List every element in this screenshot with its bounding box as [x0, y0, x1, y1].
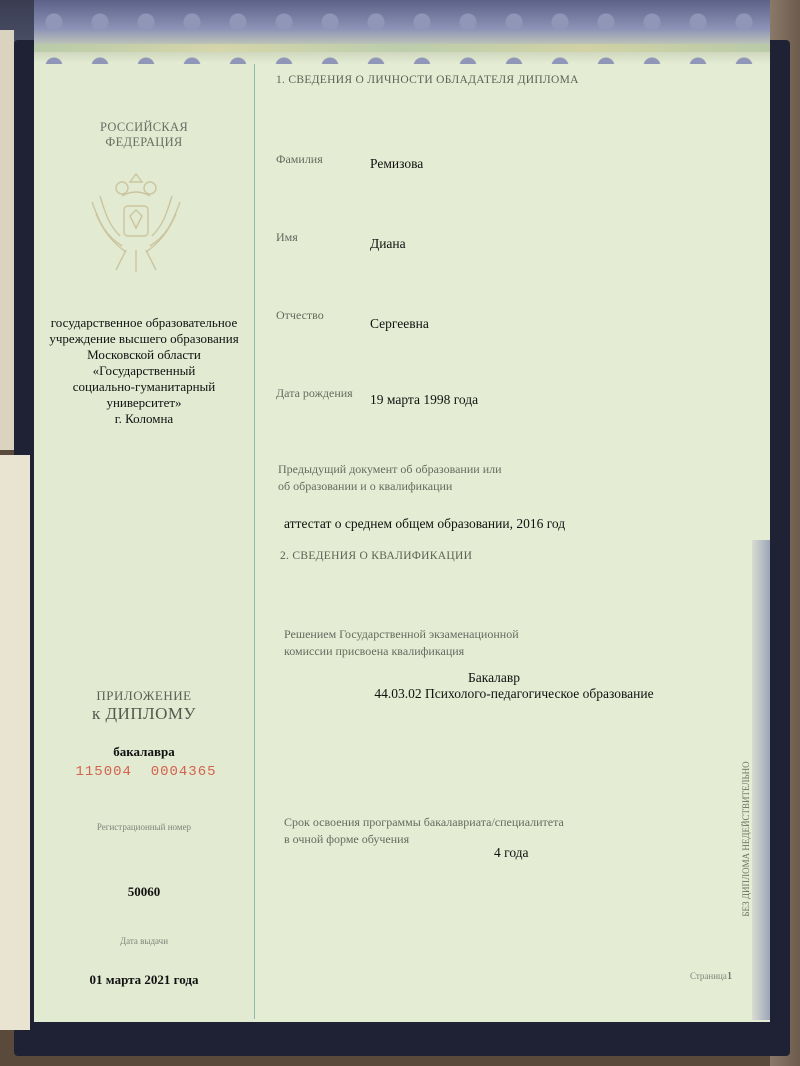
name-label: Имя — [276, 230, 298, 244]
previous-document-value: аттестат о среднем общем образовании, 2016 год — [284, 516, 566, 531]
underlying-sheet — [0, 30, 14, 450]
qualification-decision-label — [284, 626, 519, 660]
institution-line: «Государственный — [92, 363, 196, 378]
section1-title: 1. СВЕДЕНИЯ О ЛИЧНОСТИ ОБЛАДАТЕЛЯ ДИПЛОМА — [276, 74, 579, 86]
country-name — [54, 120, 234, 150]
institution-line: Московской области — [87, 347, 201, 362]
patronymic-value: Сергеевна — [370, 316, 429, 331]
institution-line: г. Коломна — [114, 411, 174, 426]
program-value: 44.03.02 Психолого-педагогическое образование — [374, 686, 654, 701]
institution-line: учреждение высшего образования — [49, 331, 239, 346]
underlying-sheet — [0, 455, 30, 1030]
page-number: 1 — [726, 970, 733, 982]
study-term-label — [284, 814, 564, 848]
serial-number: 115004 0004365 — [75, 764, 217, 780]
institution-line: университет» — [106, 395, 182, 410]
surname-label: Фамилия — [276, 152, 323, 166]
coat-of-arms-icon — [86, 166, 186, 278]
patronymic-label: Отчество — [276, 308, 324, 322]
institution-line: государственное образовательное — [50, 315, 238, 330]
previous-document-label — [278, 461, 502, 495]
dob-value: 19 марта 1998 года — [370, 392, 479, 407]
issue-date: 01 марта 2021 года — [89, 972, 199, 987]
diploma-appendix-page — [34, 0, 770, 1022]
dob-label: Дата рождения — [276, 386, 353, 400]
qualification-decision-line: комиссии присвоена квалификация — [284, 644, 465, 658]
previous-document-label-line: Предыдущий документ об образовании или — [278, 462, 502, 476]
qualification-decision-line: Решением Государственной экзаменационной — [284, 627, 519, 641]
institution-line: социально-гуманитарный — [72, 379, 216, 394]
guilloche-border — [34, 0, 770, 64]
degree-level: бакалавра — [113, 744, 175, 759]
institution-name — [34, 315, 254, 427]
column-divider — [254, 64, 255, 1019]
registration-label: Регистрационный номер — [96, 822, 192, 832]
page-edge-shadow — [752, 540, 770, 1020]
surname-value: Ремизова — [370, 156, 424, 171]
study-term-line: в очной форме обучения — [284, 832, 410, 846]
appendix-title: ПРИЛОЖЕНИЕ — [96, 688, 192, 703]
qualification-value: Бакалавр — [467, 670, 521, 685]
name-value: Диана — [370, 236, 406, 251]
appendix-subtitle: к ДИПЛОМУ — [91, 704, 197, 723]
issue-date-label: Дата выдачи — [119, 936, 169, 946]
study-term-value: 4 года — [494, 845, 529, 860]
page-label-text: Страница — [690, 971, 727, 981]
previous-document-label-line: об образовании и о квалификации — [278, 479, 453, 493]
page-label — [690, 970, 732, 982]
study-term-line: Срок освоения программы бакалавриата/специалитета — [284, 815, 564, 829]
country-line: РОССИЙСКАЯ — [99, 120, 189, 134]
validity-side-note: БЕЗ ДИПЛОМА НЕДЕЙСТВИТЕЛЬНО — [741, 761, 751, 917]
registration-number: 50060 — [127, 884, 161, 899]
guilloche-band — [34, 44, 770, 52]
country-line: ФЕДЕРАЦИЯ — [105, 135, 183, 149]
section2-title: 2. СВЕДЕНИЯ О КВАЛИФИКАЦИИ — [280, 550, 473, 562]
